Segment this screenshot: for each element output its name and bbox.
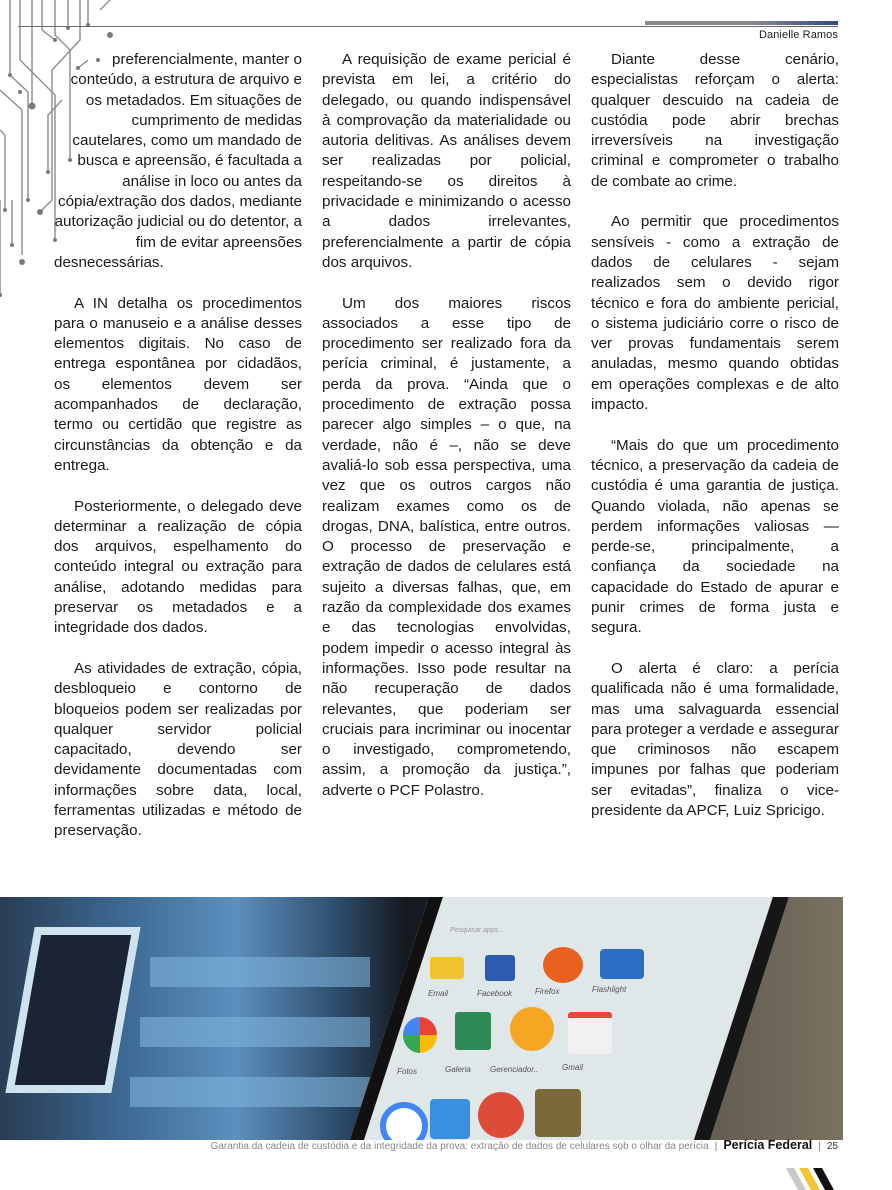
paragraph: A requisição de exame pericial é prevista em lei, a critério do delegado, ou quando indispensável à comprovação da materialidade ou autoria delitivas. As análises devem ser realizadas por policial, respeitando-se os direitos à privacidade e minimizando o acesso a dados irrelevantes, preferencialmente a partir de cópia dos arquivos. [322,51,571,271]
facebook-app-icon [485,955,515,981]
footer-magazine-name: Perícia Federal [723,1138,813,1152]
paragraph: Ao permitir que procedimentos sensíveis - como a extração de dados de celulares - sejam realizados sem o devido rigor técnico e fora do ambiente pericial, o sistema judiciário corre o risco de ver provas fundamentais serem anuladas, mesmo quando obtidas em operações complexas e de alto impacto. [591,213,839,414]
flashlight-app-icon [600,949,644,979]
gallery-app-icon [455,1012,491,1050]
paragraph: “Mais do que um procedimento técnico, a preservação da cadeia de custódia é uma garantia de justiça. Quando violada, não apenas se perdem informações valiosas — perde-se, principalmente, a confiança da sociedade na capacidade do Estado de apurar e punir crimes de forma justa e segura. [591,436,839,637]
photos-app-icon [403,1017,437,1053]
footer-separator: | [714,1141,718,1152]
article-column-2 [322,50,571,821]
gmail-app-icon [568,1012,612,1054]
page-number: 25 [826,1141,838,1152]
footer-separator: | [818,1141,821,1152]
blurred-row [140,1017,370,1047]
search-hint: Pesquisar apps... [450,927,505,934]
header-accent-bar [645,21,838,25]
app-label: Email [428,989,449,998]
paragraph: A IN detalha os procedimentos para o manuseio e a análise desses elementos digitais. No caso de entrega espontânea por cidadãos, os elementos devem ser acompanhados de declaração, termo ou certidão que registre as circunstâncias da obtenção e da entrega. [54,294,302,474]
app-label: Gerenciador.. [490,1065,539,1074]
app-label: Flashlight [592,985,627,994]
header-rule [18,26,838,27]
blurred-screen-window [5,927,140,1093]
paragraph: Um dos maiores riscos associados a esse tipo de procedimento ser realizado fora da perícia criminal, é justamente, a perda da prova. “Ainda que o procedimento de extração possa parecer algo simples – o que, na verdade, não é –, não se deve avaliá-lo sob essa perspectiva, uma vez que os outros cargos não realizam exames como os de drogas, DNA, balística, entre outros. O processo de preservação e extração de dados de celulares está sujeito a diversas falhas, que, em razão da complexidade dos exames e das tecnologias envolvidas, podem impedir o acesso integral às informações. Isso pode resultar na não recuperação de dados relevantes, que poderiam ser cruciais para incriminar ou inocentar o investigado, comprometendo, assim, a promoção da justiça.”, adverte o PCF Polastro. [322,294,571,799]
footer-article-title: Garantia da cadeia de custódia e da integridade da prova: extração de dados de celulares sob o olhar da perícia [210,1141,709,1152]
author-name: Danielle Ramos [758,29,838,41]
paragraph: preferencialmente, manter o conteúdo, a estrutura de arquivo e os metadados. Em situações de cumprimento de medidas cautelares, como um mandado de busca e apreensão, é facultada a análise in loco ou antes da cópia/extração dos dados, mediante autorização judicial ou do detentor, a fim de evitar apreensões desnecessárias. [54,51,302,271]
paragraph: Posteriormente, o delegado deve determinar a realização de cópia dos arquivos, espelhamento do conteúdo integral ou extração para análise, adotando medidas para preservar os metadados e a integridade dos dados. [54,497,302,637]
file-manager-app-icon [510,1007,554,1051]
cast-app-icon [430,1099,470,1139]
app-label: Galeria [445,1065,471,1074]
paragraph: As atividades de extração, cópia, desbloqueio e contorno de bloqueios podem ser realizadas por qualquer servidor policial capacitado, devendo ser devidamente documentadas com informações sobre data, local, ferramentas utilizadas e método de preservação. [54,659,302,840]
firefox-app-icon [543,947,583,983]
paragraph: O alerta é claro: a perícia qualificada não é uma formalidade, mas uma salvaguarda essencial para proteger a verdade e assegurar que criminosos não escapem impunes por falhas que poderiam ser evitadas”, finaliza o vice-presidente da APCF, Luiz Spricigo. [591,659,839,819]
email-app-icon [430,957,464,979]
voice-recorder-app-icon [535,1089,581,1137]
article-column-1 [54,50,302,862]
google-plus-app-icon [478,1092,524,1138]
article-column-3 [591,50,839,842]
app-label: Facebook [477,989,513,998]
app-label: Fotos [397,1067,418,1076]
blurred-row [150,957,370,987]
app-label: Gmail [562,1063,583,1072]
brand-stripes-logo [786,1168,836,1190]
page-footer [0,1138,838,1154]
paragraph: Diante desse cenário, especialistas reforçam o alerta: qualquer descuido na cadeia de custódia pode abrir brechas irreversíveis na investigação criminal e comprometer o trabalho de combate ao crime. [591,51,839,190]
app-label: Firefox [535,987,560,996]
blurred-row [130,1077,370,1107]
smartphone-photo [0,897,843,1140]
